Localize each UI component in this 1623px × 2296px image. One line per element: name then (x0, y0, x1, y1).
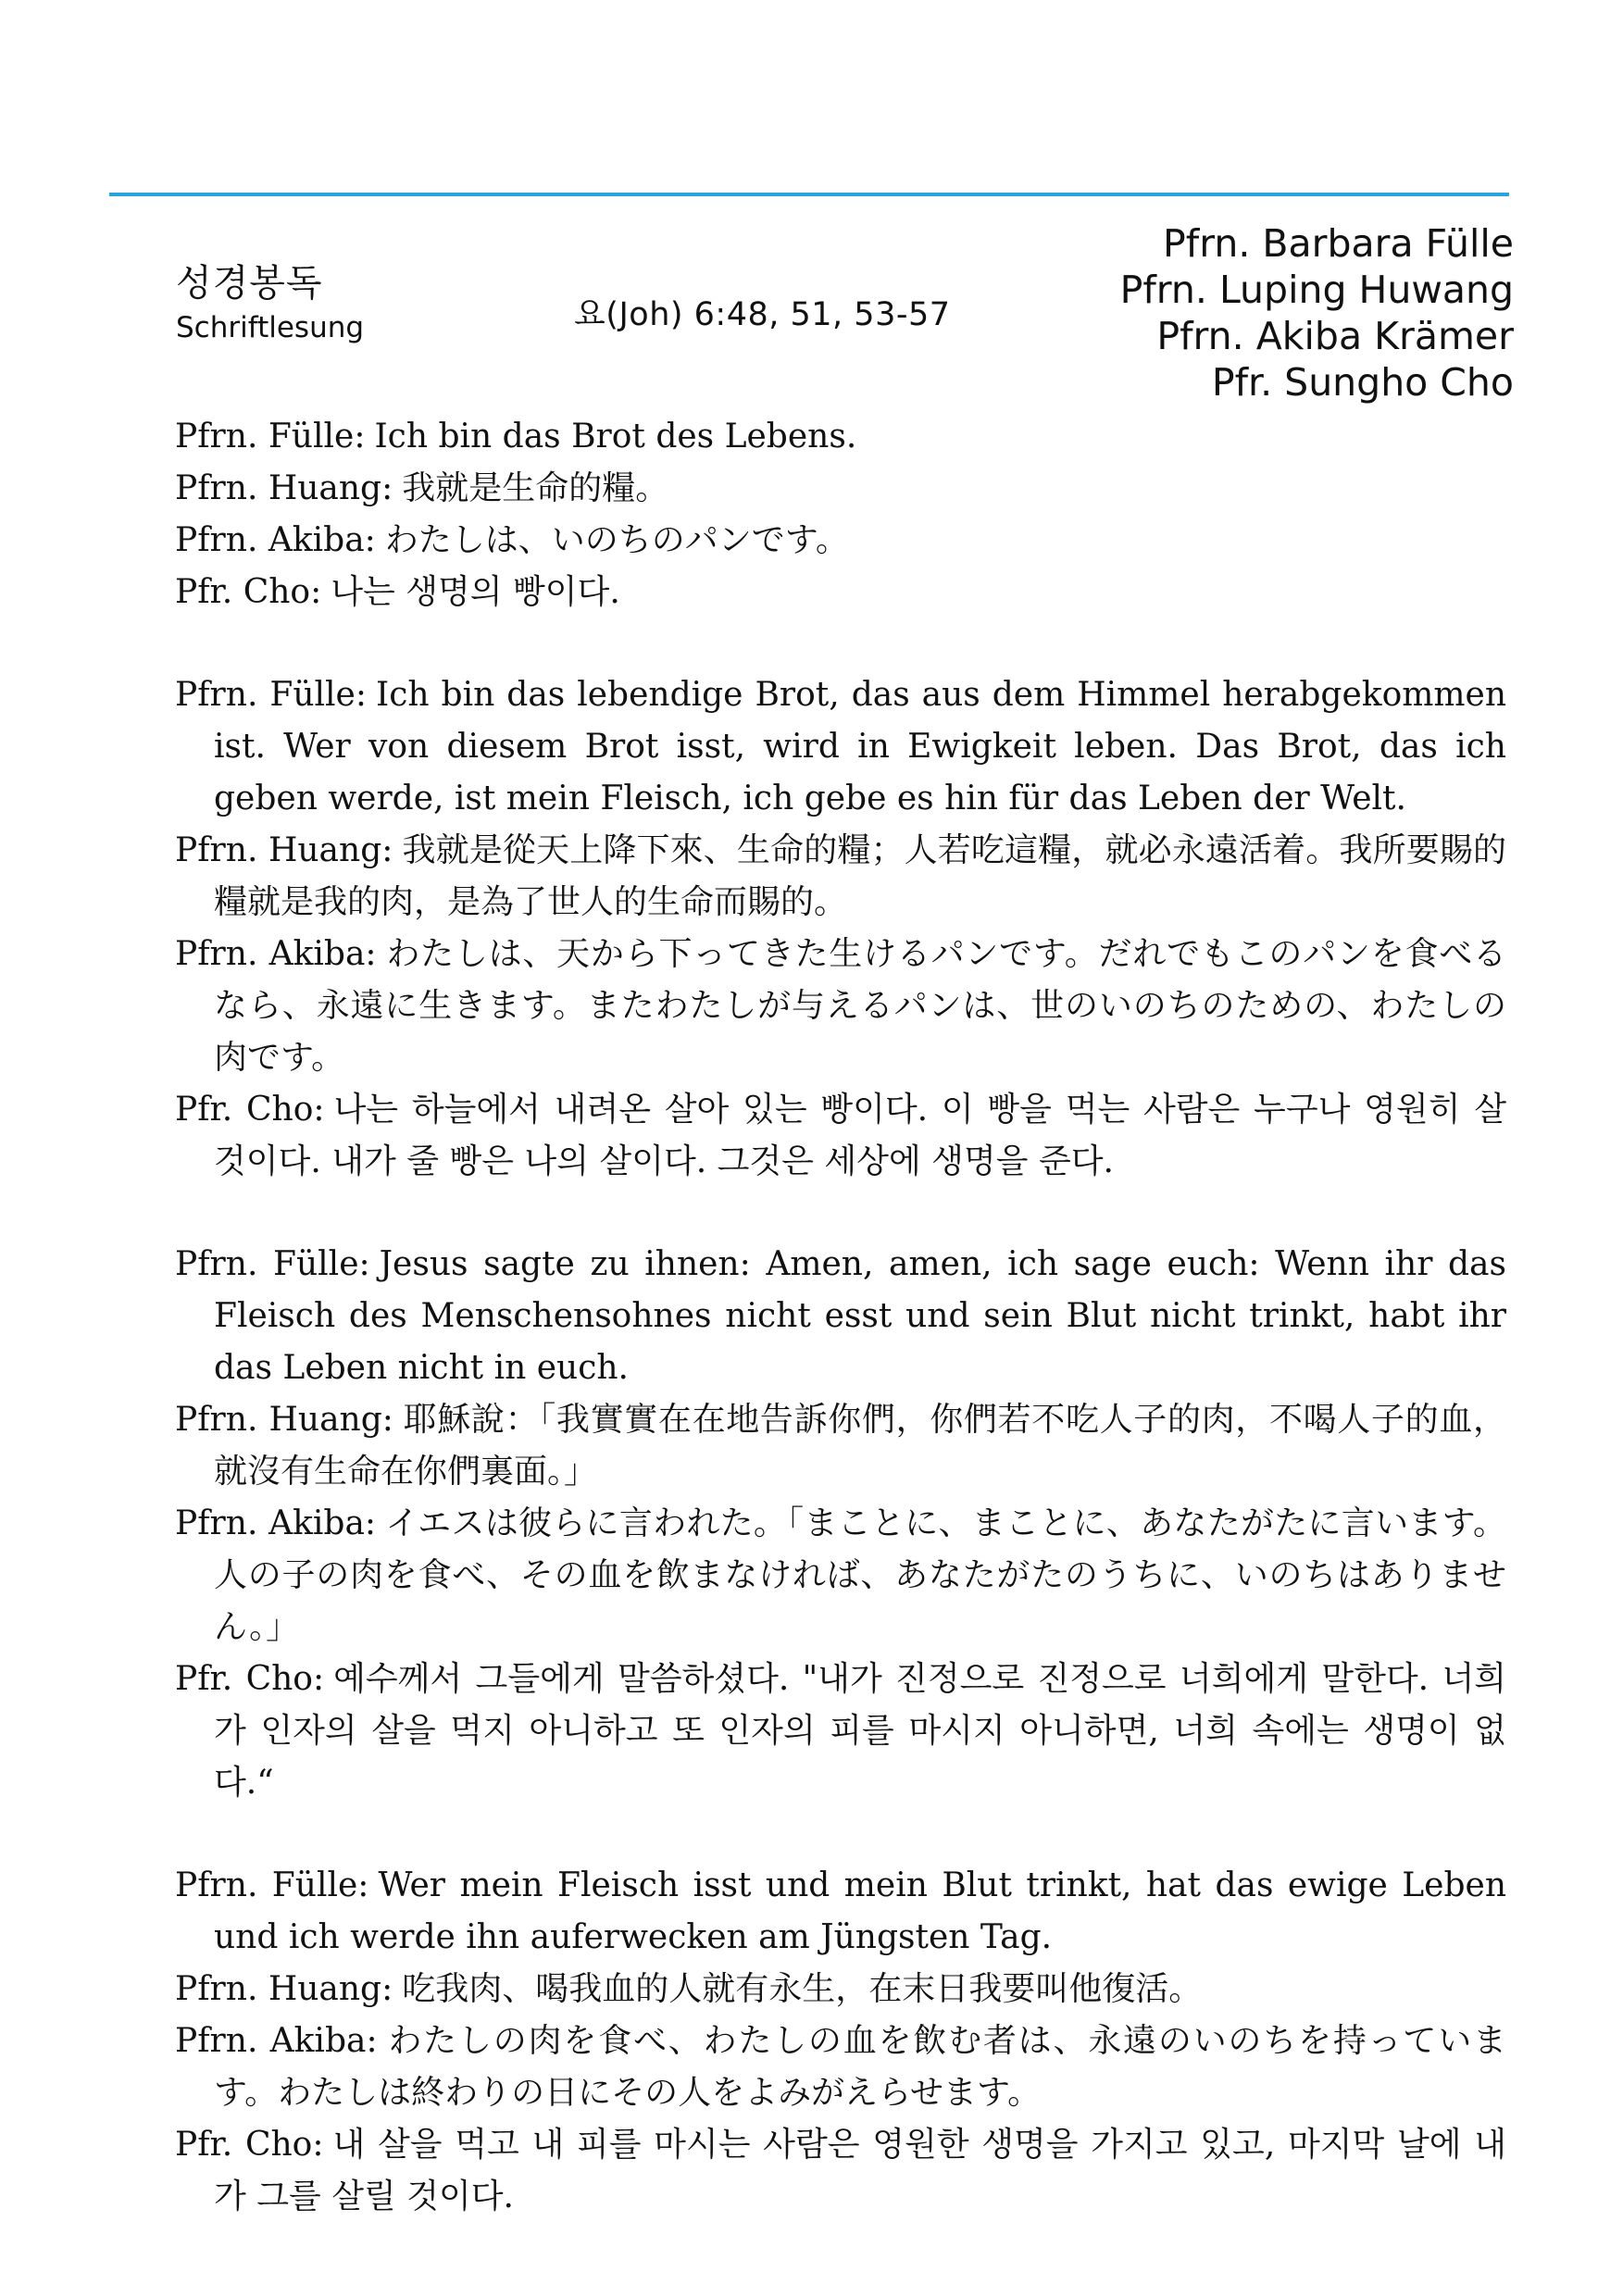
reading-text: 내 살을 먹고 내 피를 마시는 사람은 영원한 생명을 가지고 있고, 마지막 날에 내가 그를 살릴 것이다. (214, 2126, 1506, 2215)
speaker-label: Pfrn. Akiba: (175, 521, 376, 559)
speaker-label: Pfrn. Fülle: (175, 418, 366, 455)
reading-paragraph (175, 1239, 1506, 1394)
speaker-label: Pfrn. Akiba: (175, 2022, 378, 2060)
reading-text: わたしは、天から下ってきた生けるパンです。だれでもこのパンを食べるなら、永遠に生きます。またわたしが与えるパンは、世のいのちのための、わたしの肉です。 (214, 935, 1506, 1077)
reading-text: イエスは彼らに言われた。「まことに、まことに、あなたがたに言います。人の子の肉を食べ、その血を飲まなければ、あなたがたのうちに、いのちはありません。」 (214, 1504, 1507, 1646)
page-title: 성경봉독 (176, 262, 323, 305)
reading-section (175, 669, 1506, 1188)
reading-paragraph (175, 1964, 1506, 2015)
reading-paragraph (175, 1860, 1506, 1964)
reading-paragraph (175, 2119, 1506, 2223)
speaker-label: Pfr. Cho: (175, 2126, 324, 2164)
speaker-label: Pfrn. Fülle: (175, 676, 367, 714)
reading-text: Jesus sagte zu ihnen: Amen, amen, ich sage euch: Wenn ihr das Fleisch des Menschensohnes nicht esst und sein Blut nicht trinkt, habt ihr das Leben nicht in euch. (214, 1245, 1506, 1387)
reading-text: 我就是生命的糧。 (402, 469, 669, 507)
scripture-reference: 요(Joh) 6:48, 51, 53-57 (574, 296, 951, 333)
reading-paragraph (175, 929, 1506, 1084)
reading-text: Ich bin das Brot des Lebens. (374, 418, 857, 455)
reading-text: Ich bin das lebendige Brot, das aus dem Himmel herabgekommen ist. Wer von diesem Brot isst, wird in Ewigkeit leben. Das Brot, das ich geben werde, ist mein Fleisch, ich gebe es hin für das Leben der Welt. (214, 676, 1507, 817)
reading-text: 나는 하늘에서 내려온 살아 있는 빵이다. 이 빵을 먹는 사람은 누구나 영원히 살 것이다. 내가 줄 빵은 나의 살이다. 그것은 세상에 생명을 준다. (214, 1091, 1506, 1180)
speaker-label: Pfrn. Huang: (175, 469, 393, 507)
speaker-list (1120, 220, 1514, 406)
reading-paragraph (175, 463, 1506, 515)
reading-section (175, 1239, 1506, 1809)
speaker-label: Pfrn. Huang: (175, 1970, 393, 2008)
reading-paragraph (175, 669, 1506, 825)
reading-text: 耶穌說：「我實實在在地告訴你們，你們若不吃人子的肉，不喝人子的血，就沒有生命在你們裏面。」 (214, 1401, 1506, 1491)
reading-paragraph (175, 515, 1506, 567)
speaker-label: Pfrn. Akiba: (175, 1504, 377, 1542)
reading-paragraph (175, 1084, 1506, 1188)
speaker-label: Pfr. Cho: (175, 1091, 325, 1129)
reading-paragraph (175, 1498, 1506, 1653)
top-rule (109, 193, 1509, 196)
reading-text: 나는 생명의 빵이다. (331, 573, 620, 611)
speaker-name: Pfr. Sungho Cho (1211, 360, 1514, 405)
speaker-label: Pfrn. Akiba: (175, 935, 377, 973)
speaker-name: Pfrn. Luping Huwang (1119, 268, 1514, 312)
reading-paragraph (175, 1394, 1506, 1498)
reading-text: 我就是從天上降下來、生命的糧；人若吃這糧，就必永遠活着。我所要賜的糧就是我的肉，是為了世人的生命而賜的。 (214, 831, 1506, 921)
speaker-label: Pfr. Cho: (175, 1660, 325, 1698)
reading-paragraph (175, 567, 1506, 618)
reading-content (175, 411, 1506, 2223)
reading-paragraph (175, 1653, 1506, 1809)
reading-text: 吃我肉、喝我血的人就有永生，在末日我要叫他復活。 (402, 1970, 1203, 2008)
speaker-label: Pfrn. Huang: (175, 831, 393, 869)
reading-text: わたしは、いのちのパンです。 (384, 521, 849, 559)
reading-paragraph (175, 2015, 1506, 2119)
reading-section (175, 1860, 1506, 2223)
reading-text: Wer mein Fleisch isst und mein Blut trinkt, hat das ewige Leben und ich werde ihn auferwecken am Jüngsten Tag. (214, 1866, 1507, 1956)
speaker-label: Pfrn. Fülle: (175, 1866, 369, 1904)
speaker-label: Pfr. Cho: (175, 573, 322, 611)
reading-paragraph (175, 411, 1506, 463)
page-subtitle: Schriftlesung (176, 311, 365, 344)
reading-paragraph (175, 825, 1506, 929)
speaker-name: Pfrn. Akiba Krämer (1156, 314, 1514, 358)
speaker-label: Pfrn. Huang: (175, 1401, 393, 1439)
speaker-name: Pfrn. Barbara Fülle (1163, 221, 1514, 266)
reading-text: 예수께서 그들에게 말씀하셨다. "내가 진정으로 진정으로 너희에게 말한다. 너희가 인자의 살을 먹지 아니하고 또 인자의 피를 마시지 아니하면, 너희 속에는 생명이 없다.“ (214, 1660, 1506, 1802)
speaker-label: Pfrn. Fülle: (175, 1245, 370, 1283)
reading-section (175, 411, 1506, 618)
reading-text: わたしの肉を食べ、わたしの血を飲む者は、永遠のいのちを持っています。わたしは終わりの日にその人をよみがえらせます。 (214, 2022, 1506, 2112)
title-block (176, 261, 364, 346)
